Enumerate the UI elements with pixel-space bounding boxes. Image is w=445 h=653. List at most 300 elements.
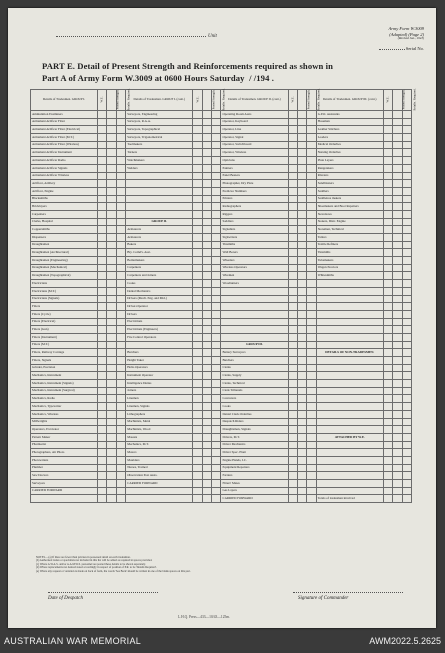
count-cell[interactable]: [212, 111, 221, 119]
count-cell[interactable]: [402, 357, 411, 365]
count-cell[interactable]: [307, 226, 316, 234]
count-cell[interactable]: [383, 410, 392, 418]
count-cell[interactable]: [288, 480, 297, 488]
count-cell[interactable]: [393, 449, 402, 457]
count-cell[interactable]: [297, 387, 306, 395]
count-cell[interactable]: [383, 495, 392, 503]
count-cell[interactable]: [307, 264, 316, 272]
count-cell[interactable]: [383, 241, 392, 249]
count-cell[interactable]: [98, 310, 107, 318]
count-cell[interactable]: [383, 203, 392, 211]
count-cell[interactable]: [107, 157, 116, 165]
count-cell[interactable]: [383, 264, 392, 272]
count-cell[interactable]: [307, 180, 316, 188]
count-cell[interactable]: [202, 487, 211, 495]
count-cell[interactable]: [307, 141, 316, 149]
count-cell[interactable]: [212, 272, 221, 280]
count-cell[interactable]: [307, 472, 316, 480]
count-cell[interactable]: [116, 118, 125, 126]
count-cell[interactable]: [107, 187, 116, 195]
count-cell[interactable]: [402, 441, 411, 449]
count-cell[interactable]: [288, 464, 297, 472]
count-cell[interactable]: [107, 272, 116, 280]
count-cell[interactable]: [107, 349, 116, 357]
count-cell[interactable]: [98, 241, 107, 249]
count-cell[interactable]: [202, 134, 211, 142]
count-cell[interactable]: [116, 226, 125, 234]
count-cell[interactable]: [202, 195, 211, 203]
count-cell[interactable]: [297, 480, 306, 488]
count-cell[interactable]: [107, 164, 116, 172]
count-cell[interactable]: [193, 480, 202, 488]
count-cell[interactable]: [98, 280, 107, 288]
count-cell[interactable]: [288, 326, 297, 334]
count-cell[interactable]: [202, 111, 211, 119]
count-cell[interactable]: [212, 118, 221, 126]
count-cell[interactable]: [98, 326, 107, 334]
count-cell[interactable]: [98, 372, 107, 380]
count-cell[interactable]: [402, 264, 411, 272]
count-cell[interactable]: [297, 380, 306, 388]
count-cell[interactable]: [116, 295, 125, 303]
count-cell[interactable]: [288, 141, 297, 149]
count-cell[interactable]: [307, 387, 316, 395]
count-cell[interactable]: [107, 280, 116, 288]
count-cell[interactable]: [393, 303, 402, 311]
count-cell[interactable]: [193, 241, 202, 249]
count-cell[interactable]: [383, 226, 392, 234]
count-cell[interactable]: [297, 187, 306, 195]
count-cell[interactable]: [193, 111, 202, 119]
count-cell[interactable]: [383, 426, 392, 434]
count-cell[interactable]: [307, 218, 316, 226]
count-cell[interactable]: [116, 357, 125, 365]
count-cell[interactable]: [383, 164, 392, 172]
count-cell[interactable]: [116, 487, 125, 495]
count-cell[interactable]: [202, 449, 211, 457]
count-cell[interactable]: [116, 241, 125, 249]
count-cell[interactable]: [297, 111, 306, 119]
count-cell[interactable]: [212, 280, 221, 288]
count-cell[interactable]: [212, 149, 221, 157]
count-cell[interactable]: [202, 280, 211, 288]
count-cell[interactable]: [98, 418, 107, 426]
count-cell[interactable]: [288, 295, 297, 303]
count-cell[interactable]: [212, 364, 221, 372]
count-cell[interactable]: [393, 257, 402, 265]
count-cell[interactable]: [402, 410, 411, 418]
count-cell[interactable]: [116, 134, 125, 142]
count-cell[interactable]: [193, 456, 202, 464]
count-cell[interactable]: [393, 472, 402, 480]
count-cell[interactable]: [288, 234, 297, 242]
count-cell[interactable]: [107, 241, 116, 249]
count-cell[interactable]: [297, 141, 306, 149]
count-cell[interactable]: [98, 387, 107, 395]
count-cell[interactable]: [383, 433, 392, 441]
count-cell[interactable]: [116, 264, 125, 272]
count-cell[interactable]: [297, 172, 306, 180]
count-cell[interactable]: [107, 495, 116, 503]
count-cell[interactable]: [107, 180, 116, 188]
count-cell[interactable]: [383, 326, 392, 334]
count-cell[interactable]: [393, 487, 402, 495]
count-cell[interactable]: [402, 433, 411, 441]
count-cell[interactable]: [297, 241, 306, 249]
count-cell[interactable]: [393, 280, 402, 288]
count-cell[interactable]: [202, 141, 211, 149]
count-cell[interactable]: [116, 180, 125, 188]
count-cell[interactable]: [402, 287, 411, 295]
count-cell[interactable]: [212, 441, 221, 449]
count-cell[interactable]: [202, 257, 211, 265]
count-cell[interactable]: [202, 234, 211, 242]
count-cell[interactable]: [383, 357, 392, 365]
count-cell[interactable]: [288, 280, 297, 288]
count-cell[interactable]: [307, 172, 316, 180]
count-cell[interactable]: [98, 257, 107, 265]
count-cell[interactable]: [297, 395, 306, 403]
count-cell[interactable]: [402, 111, 411, 119]
count-cell[interactable]: [193, 234, 202, 242]
count-cell[interactable]: [98, 480, 107, 488]
count-cell[interactable]: [193, 418, 202, 426]
count-cell[interactable]: [116, 172, 125, 180]
count-cell[interactable]: [402, 141, 411, 149]
count-cell[interactable]: [107, 210, 116, 218]
count-cell[interactable]: [402, 403, 411, 411]
count-cell[interactable]: [193, 464, 202, 472]
count-cell[interactable]: [288, 272, 297, 280]
count-cell[interactable]: [383, 372, 392, 380]
count-cell[interactable]: [402, 134, 411, 142]
count-cell[interactable]: [402, 180, 411, 188]
count-cell[interactable]: [307, 326, 316, 334]
count-cell[interactable]: [383, 172, 392, 180]
count-cell[interactable]: [393, 218, 402, 226]
count-cell[interactable]: [383, 341, 392, 349]
count-cell[interactable]: [307, 257, 316, 265]
count-cell[interactable]: [193, 349, 202, 357]
count-cell[interactable]: [383, 272, 392, 280]
count-cell[interactable]: [297, 441, 306, 449]
count-cell[interactable]: [307, 372, 316, 380]
count-cell[interactable]: [212, 387, 221, 395]
count-cell[interactable]: [193, 395, 202, 403]
count-cell[interactable]: [202, 249, 211, 257]
count-cell[interactable]: [402, 249, 411, 257]
count-cell[interactable]: [98, 134, 107, 142]
count-cell[interactable]: [116, 449, 125, 457]
count-cell[interactable]: [107, 341, 116, 349]
count-cell[interactable]: [402, 372, 411, 380]
count-cell[interactable]: [107, 234, 116, 242]
count-cell[interactable]: [98, 333, 107, 341]
count-cell[interactable]: [288, 126, 297, 134]
count-cell[interactable]: [297, 426, 306, 434]
count-cell[interactable]: [107, 456, 116, 464]
count-cell[interactable]: [98, 303, 107, 311]
count-cell[interactable]: [297, 364, 306, 372]
count-cell[interactable]: [107, 149, 116, 157]
count-cell[interactable]: [383, 310, 392, 318]
count-cell[interactable]: [383, 303, 392, 311]
count-cell[interactable]: [98, 149, 107, 157]
count-cell[interactable]: [116, 164, 125, 172]
count-cell[interactable]: [297, 226, 306, 234]
count-cell[interactable]: [307, 410, 316, 418]
count-cell[interactable]: [393, 111, 402, 119]
count-cell[interactable]: [107, 118, 116, 126]
count-cell[interactable]: [393, 441, 402, 449]
count-cell[interactable]: [202, 403, 211, 411]
count-cell[interactable]: [402, 472, 411, 480]
count-cell[interactable]: [116, 380, 125, 388]
count-cell[interactable]: [288, 157, 297, 165]
count-cell[interactable]: [193, 318, 202, 326]
count-cell[interactable]: [402, 210, 411, 218]
count-cell[interactable]: [288, 287, 297, 295]
count-cell[interactable]: [212, 195, 221, 203]
count-cell[interactable]: [193, 195, 202, 203]
count-cell[interactable]: [212, 295, 221, 303]
count-cell[interactable]: [98, 464, 107, 472]
count-cell[interactable]: [202, 318, 211, 326]
count-cell[interactable]: [202, 341, 211, 349]
count-cell[interactable]: [297, 149, 306, 157]
count-cell[interactable]: [98, 126, 107, 134]
count-cell[interactable]: [116, 149, 125, 157]
count-cell[interactable]: [307, 480, 316, 488]
count-cell[interactable]: [288, 472, 297, 480]
count-cell[interactable]: [107, 134, 116, 142]
count-cell[interactable]: [107, 403, 116, 411]
count-cell[interactable]: [297, 280, 306, 288]
count-cell[interactable]: [98, 295, 107, 303]
count-cell[interactable]: [383, 480, 392, 488]
count-cell[interactable]: [98, 426, 107, 434]
count-cell[interactable]: [98, 218, 107, 226]
count-cell[interactable]: [383, 418, 392, 426]
count-cell[interactable]: [107, 472, 116, 480]
count-cell[interactable]: [193, 410, 202, 418]
count-cell[interactable]: [202, 357, 211, 365]
count-cell[interactable]: [288, 441, 297, 449]
count-cell[interactable]: [116, 426, 125, 434]
count-cell[interactable]: [383, 257, 392, 265]
count-cell[interactable]: [383, 157, 392, 165]
count-cell[interactable]: [297, 126, 306, 134]
count-cell[interactable]: [116, 410, 125, 418]
count-cell[interactable]: [393, 395, 402, 403]
count-cell[interactable]: [297, 418, 306, 426]
count-cell[interactable]: [116, 456, 125, 464]
count-cell[interactable]: [383, 118, 392, 126]
count-cell[interactable]: [402, 164, 411, 172]
count-cell[interactable]: [307, 318, 316, 326]
count-cell[interactable]: [212, 349, 221, 357]
count-cell[interactable]: [116, 280, 125, 288]
count-cell[interactable]: [98, 249, 107, 257]
count-cell[interactable]: [307, 118, 316, 126]
count-cell[interactable]: [288, 195, 297, 203]
count-cell[interactable]: [402, 480, 411, 488]
count-cell[interactable]: [402, 203, 411, 211]
count-cell[interactable]: [193, 287, 202, 295]
count-cell[interactable]: [202, 126, 211, 134]
count-cell[interactable]: [307, 164, 316, 172]
count-cell[interactable]: [297, 464, 306, 472]
count-cell[interactable]: [202, 472, 211, 480]
count-cell[interactable]: [383, 180, 392, 188]
count-cell[interactable]: [402, 380, 411, 388]
count-cell[interactable]: [193, 433, 202, 441]
count-cell[interactable]: [297, 287, 306, 295]
count-cell[interactable]: [307, 418, 316, 426]
count-cell[interactable]: [307, 357, 316, 365]
count-cell[interactable]: [393, 341, 402, 349]
count-cell[interactable]: [288, 333, 297, 341]
count-cell[interactable]: [107, 372, 116, 380]
count-cell[interactable]: [307, 241, 316, 249]
count-cell[interactable]: [98, 234, 107, 242]
count-cell[interactable]: [393, 464, 402, 472]
count-cell[interactable]: [383, 280, 392, 288]
count-cell[interactable]: [98, 487, 107, 495]
count-cell[interactable]: [288, 303, 297, 311]
count-cell[interactable]: [98, 410, 107, 418]
count-cell[interactable]: [383, 333, 392, 341]
count-cell[interactable]: [212, 464, 221, 472]
count-cell[interactable]: [402, 364, 411, 372]
count-cell[interactable]: [107, 264, 116, 272]
count-cell[interactable]: [307, 111, 316, 119]
count-cell[interactable]: [393, 249, 402, 257]
count-cell[interactable]: [393, 418, 402, 426]
count-cell[interactable]: [212, 403, 221, 411]
count-cell[interactable]: [107, 249, 116, 257]
count-cell[interactable]: [393, 295, 402, 303]
count-cell[interactable]: [288, 180, 297, 188]
count-cell[interactable]: [288, 149, 297, 157]
count-cell[interactable]: [297, 180, 306, 188]
count-cell[interactable]: [202, 387, 211, 395]
count-cell[interactable]: [212, 234, 221, 242]
count-cell[interactable]: [288, 357, 297, 365]
count-cell[interactable]: [307, 210, 316, 218]
count-cell[interactable]: [98, 318, 107, 326]
count-cell[interactable]: [202, 426, 211, 434]
count-cell[interactable]: [107, 464, 116, 472]
count-cell[interactable]: [193, 210, 202, 218]
count-cell[interactable]: [288, 341, 297, 349]
count-cell[interactable]: [307, 280, 316, 288]
count-cell[interactable]: [297, 272, 306, 280]
count-cell[interactable]: [307, 295, 316, 303]
count-cell[interactable]: [383, 141, 392, 149]
count-cell[interactable]: [393, 387, 402, 395]
count-cell[interactable]: [402, 387, 411, 395]
count-cell[interactable]: [107, 426, 116, 434]
count-cell[interactable]: [107, 172, 116, 180]
count-cell[interactable]: [212, 241, 221, 249]
count-cell[interactable]: [402, 487, 411, 495]
count-cell[interactable]: [402, 241, 411, 249]
count-cell[interactable]: [212, 410, 221, 418]
count-cell[interactable]: [288, 410, 297, 418]
count-cell[interactable]: [116, 480, 125, 488]
count-cell[interactable]: [212, 480, 221, 488]
count-cell[interactable]: [202, 480, 211, 488]
count-cell[interactable]: [307, 234, 316, 242]
count-cell[interactable]: [193, 180, 202, 188]
count-cell[interactable]: [116, 187, 125, 195]
count-cell[interactable]: [98, 226, 107, 234]
count-cell[interactable]: [383, 441, 392, 449]
count-cell[interactable]: [297, 333, 306, 341]
count-cell[interactable]: [116, 203, 125, 211]
count-cell[interactable]: [193, 149, 202, 157]
count-cell[interactable]: [98, 164, 107, 172]
count-cell[interactable]: [212, 218, 221, 226]
count-cell[interactable]: [402, 126, 411, 134]
count-cell[interactable]: [98, 187, 107, 195]
count-cell[interactable]: [393, 118, 402, 126]
count-cell[interactable]: [307, 126, 316, 134]
count-cell[interactable]: [202, 441, 211, 449]
count-cell[interactable]: [288, 495, 297, 503]
count-cell[interactable]: [307, 449, 316, 457]
count-cell[interactable]: [288, 487, 297, 495]
count-cell[interactable]: [202, 303, 211, 311]
count-cell[interactable]: [383, 387, 392, 395]
count-cell[interactable]: [393, 349, 402, 357]
count-cell[interactable]: [98, 403, 107, 411]
count-cell[interactable]: [98, 172, 107, 180]
count-cell[interactable]: [288, 164, 297, 172]
count-cell[interactable]: [202, 172, 211, 180]
count-cell[interactable]: [98, 357, 107, 365]
count-cell[interactable]: [202, 210, 211, 218]
count-cell[interactable]: [107, 195, 116, 203]
count-cell[interactable]: [212, 180, 221, 188]
count-cell[interactable]: [297, 326, 306, 334]
count-cell[interactable]: [212, 341, 221, 349]
count-cell[interactable]: [383, 287, 392, 295]
count-cell[interactable]: [202, 264, 211, 272]
count-cell[interactable]: [212, 495, 221, 503]
count-cell[interactable]: [307, 403, 316, 411]
count-cell[interactable]: [116, 403, 125, 411]
count-cell[interactable]: [393, 310, 402, 318]
count-cell[interactable]: [107, 326, 116, 334]
count-cell[interactable]: [212, 310, 221, 318]
count-cell[interactable]: [288, 111, 297, 119]
count-cell[interactable]: [402, 456, 411, 464]
count-cell[interactable]: [107, 449, 116, 457]
count-cell[interactable]: [307, 249, 316, 257]
count-cell[interactable]: [193, 426, 202, 434]
count-cell[interactable]: [116, 433, 125, 441]
count-cell[interactable]: [107, 480, 116, 488]
count-cell[interactable]: [98, 141, 107, 149]
count-cell[interactable]: [393, 287, 402, 295]
count-cell[interactable]: [402, 226, 411, 234]
count-cell[interactable]: [202, 218, 211, 226]
count-cell[interactable]: [383, 395, 392, 403]
count-cell[interactable]: [297, 310, 306, 318]
count-cell[interactable]: [212, 126, 221, 134]
